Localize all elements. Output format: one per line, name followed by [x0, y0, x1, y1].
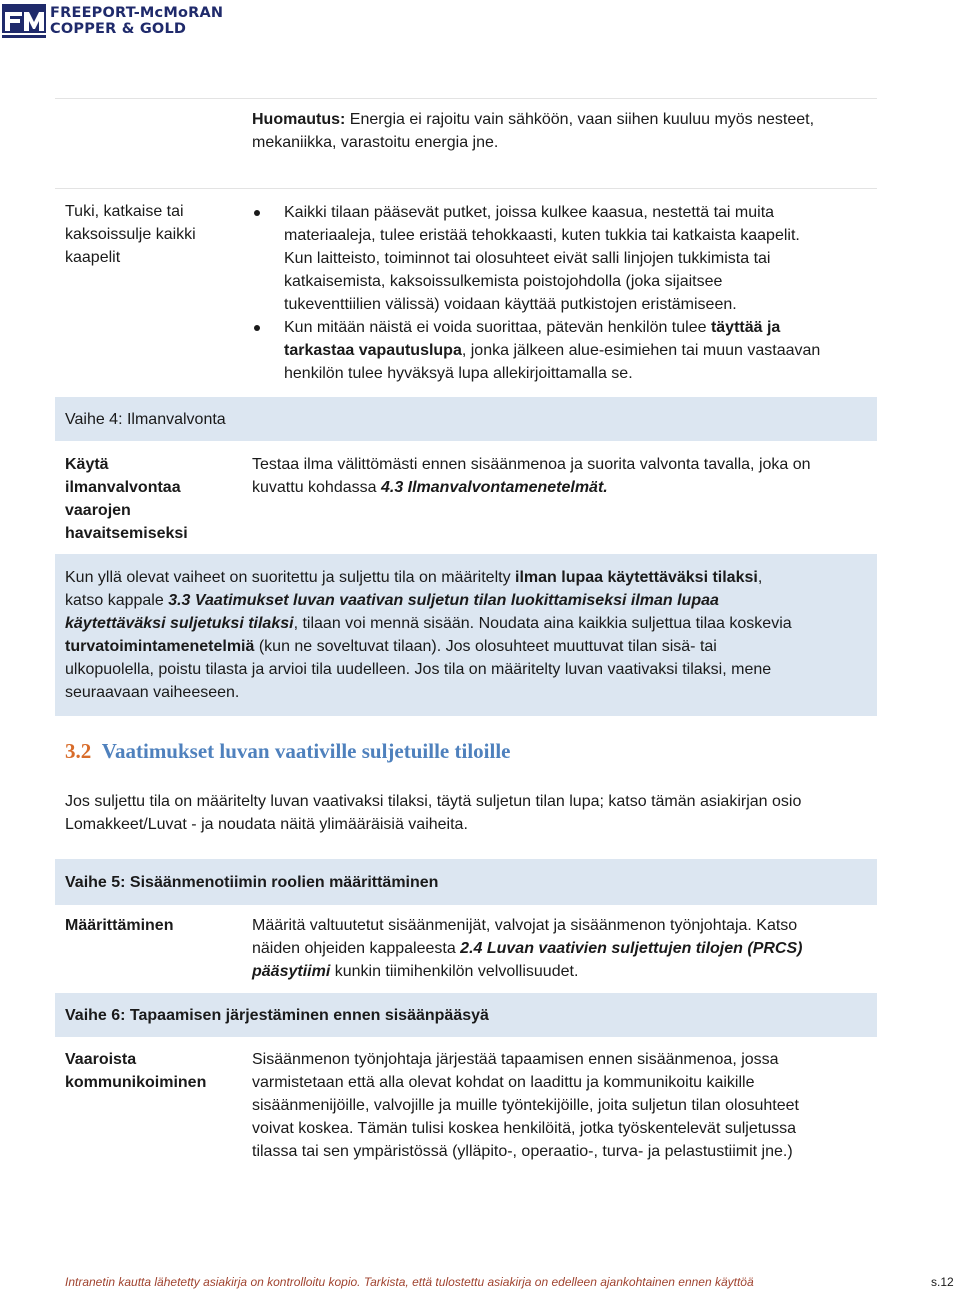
section-heading	[65, 740, 510, 763]
logo-line-1: FREEPORT-McMoRAN	[50, 5, 224, 21]
step6-text-line: voivat koskea. Tämän tulisi koskea henkilöitä, jotka työskentelevät suljetussa	[252, 1120, 796, 1137]
step6-label	[65, 1048, 206, 1094]
step5-text-line: Määritä valtuutetut sisäänmenijät, valvojat ja sisäänmenon työnjohtaja. Katso	[252, 917, 798, 934]
page-number: s.12	[931, 1275, 954, 1289]
step4-label-line: ilmanvalvontaa	[65, 479, 181, 496]
bullet-line: tukeventtiilien välissä) voidaan käyttää putkistojen eristämiseen.	[284, 296, 737, 313]
bullet-line: katkaisemista, kaksoissulkemista poistojohdolla (joka sijaitsee	[284, 273, 723, 290]
step4-title: Vaihe 4: Ilmanvalvonta	[65, 411, 226, 428]
bullet-text: , jonka jälkeen alue-esimiehen tai muun vastaavan	[461, 342, 821, 359]
bullet-bold-text: tarkastaa vapautuslupa	[284, 342, 462, 359]
step5-title: Vaihe 5: Sisäänmenotiimin roolien määrittäminen	[65, 874, 439, 891]
bullet-icon	[254, 325, 260, 331]
step6-text-line: tilassa tai sen ympäristössä (ylläpito-, operaatio-, turva- ja pelastustiimit jne.)	[252, 1143, 793, 1160]
step5-reference-link[interactable]: pääsytiimi	[252, 963, 331, 980]
bullet-item	[284, 316, 820, 385]
bullet-icon	[254, 210, 260, 216]
step4-text	[252, 453, 811, 499]
footer-disclaimer: Intranetin kautta lähetetty asiakirja on kontrolloitu kopio. Tarkista, että tulostettu asiakirja on edelleen ajankohtainen ennen käyttöä	[65, 1275, 754, 1289]
step6-text-line: varmistetaan että alla olevat kohdat on laadittu ja kommunikoitu kaikille	[252, 1074, 755, 1091]
support-label	[65, 200, 196, 269]
summary-bold-text: turvatoimintamenetelmiä	[65, 638, 255, 655]
step5-text-line: kunkin tiimihenkilön velvollisuudet.	[330, 963, 579, 980]
support-label-line: kaksoissulje kaikki	[65, 226, 196, 243]
summary-box	[55, 554, 877, 716]
step4-text-line: Testaa ilma välittömästi ennen sisäänmenoa ja suorita valvonta tavalla, joka on	[252, 456, 811, 473]
summary-text: Kun yllä olevat vaiheet on suoritettu ja suljettu tila on määritelty	[65, 569, 516, 586]
section-title: Vaatimukset luvan vaativille suljetuille tiloille	[101, 739, 511, 763]
bullet-line: Kun laitteisto, toiminnot tai olosuhteet eivät salli linjojen tukkimista tai	[284, 250, 771, 267]
step6-label-line: Vaaroista	[65, 1051, 137, 1068]
table-divider	[55, 188, 877, 189]
logo-line-2: COPPER & GOLD	[50, 21, 187, 37]
step4-label	[65, 453, 188, 545]
step5-text-line: näiden ohjeiden kappaleesta	[252, 940, 461, 957]
summary-text: , tilaan voi mennä sisään. Noudata aina kaikkia suljettua tilaa koskevia	[293, 615, 792, 632]
step6-text-line: sisäänmenijöille, valvojille ja muille työntekijöille, joita suljetun tilan olosuhteet	[252, 1097, 799, 1114]
summary-reference-link[interactable]: käytettäväksi suljetuksi tilaksi	[65, 615, 294, 632]
company-logo	[2, 4, 232, 38]
bullet-line: materiaaleja, tulee eristää tehokkaasti, kuten tukkia tai katkaista kaapelit.	[284, 227, 800, 244]
section-intro-line: Jos suljettu tila on määritelty luvan vaativaksi tilaksi, täytä suljetun tilan lupa; katso tämän asiakirjan osio	[65, 793, 802, 810]
step4-label-line: havaitsemiseksi	[65, 525, 188, 542]
note-text-line-2: mekaniikka, varastoitu energia jne.	[252, 134, 499, 151]
step4-reference-link[interactable]: 4.3 Ilmanvalvontamenetelmät.	[380, 479, 608, 496]
summary-text: katso kappale	[65, 592, 169, 609]
step6-title: Vaihe 6: Tapaamisen järjestäminen ennen sisäänpääsyä	[65, 1007, 489, 1024]
support-bullets	[284, 201, 820, 385]
step4-text-line: kuvattu kohdassa	[252, 479, 381, 496]
summary-text: (kun ne soveltuvat tilaan). Jos olosuhteet muuttuvat tilan sisä- tai	[254, 638, 717, 655]
section-intro	[65, 790, 801, 836]
logo-mark-icon	[2, 4, 46, 38]
summary-text: ,	[757, 569, 763, 586]
bullet-item	[284, 201, 820, 316]
section-intro-line: Lomakkeet/Luvat - ja noudata näitä ylimääräisiä vaiheita.	[65, 816, 468, 833]
step6-text-line: Sisäänmenon työnjohtaja järjestää tapaamisen ennen sisäänmenoa, jossa	[252, 1051, 779, 1068]
section-number: 3.2	[65, 739, 92, 763]
support-label-line: Tuki, katkaise tai	[65, 203, 184, 220]
bullet-bold-text: täyttää ja	[710, 319, 781, 336]
note-text-line-1: Energia ei rajoitu vain sähköön, vaan siihen kuuluu myös nesteet,	[345, 111, 815, 128]
bullet-line: Kaikki tilaan pääsevät putket, joissa kulkee kaasua, nestettä tai muita	[284, 204, 775, 221]
step6-label-line: kommunikoiminen	[65, 1074, 207, 1091]
step4-label-line: Käytä	[65, 456, 109, 473]
step5-text	[252, 914, 802, 983]
step6-text	[252, 1048, 799, 1163]
step4-label-line: vaarojen	[65, 502, 131, 519]
support-label-line: kaapelit	[65, 249, 121, 266]
step6-header	[55, 993, 877, 1037]
summary-text: ulkopuolella, poistu tilasta ja arvioi tila uudelleen. Jos tila on määritelty luvan vaativaksi tilaksi, mene	[65, 661, 772, 678]
bullet-line: henkilön tulee hyväksyä lupa allekirjoittamalla se.	[284, 365, 633, 382]
table-divider	[55, 98, 877, 99]
step5-header	[55, 859, 877, 905]
summary-text: seuraavaan vaiheeseen.	[65, 684, 240, 701]
step5-reference-link[interactable]: 2.4 Luvan vaativien suljettujen tilojen (PRCS)	[460, 940, 803, 957]
step4-header	[55, 397, 877, 441]
bullet-text: Kun mitään näistä ei voida suorittaa, pätevän henkilön tulee	[284, 319, 711, 336]
summary-reference-link[interactable]: 3.3 Vaatimukset luvan vaativan suljetun tilan luokittamiseksi ilman lupaa	[168, 592, 719, 609]
note-block	[252, 108, 814, 154]
step5-label: Määrittäminen	[65, 917, 174, 934]
note-label: Huomautus:	[252, 111, 346, 128]
summary-bold-text: ilman lupaa käytettäväksi tilaksi	[515, 569, 758, 586]
